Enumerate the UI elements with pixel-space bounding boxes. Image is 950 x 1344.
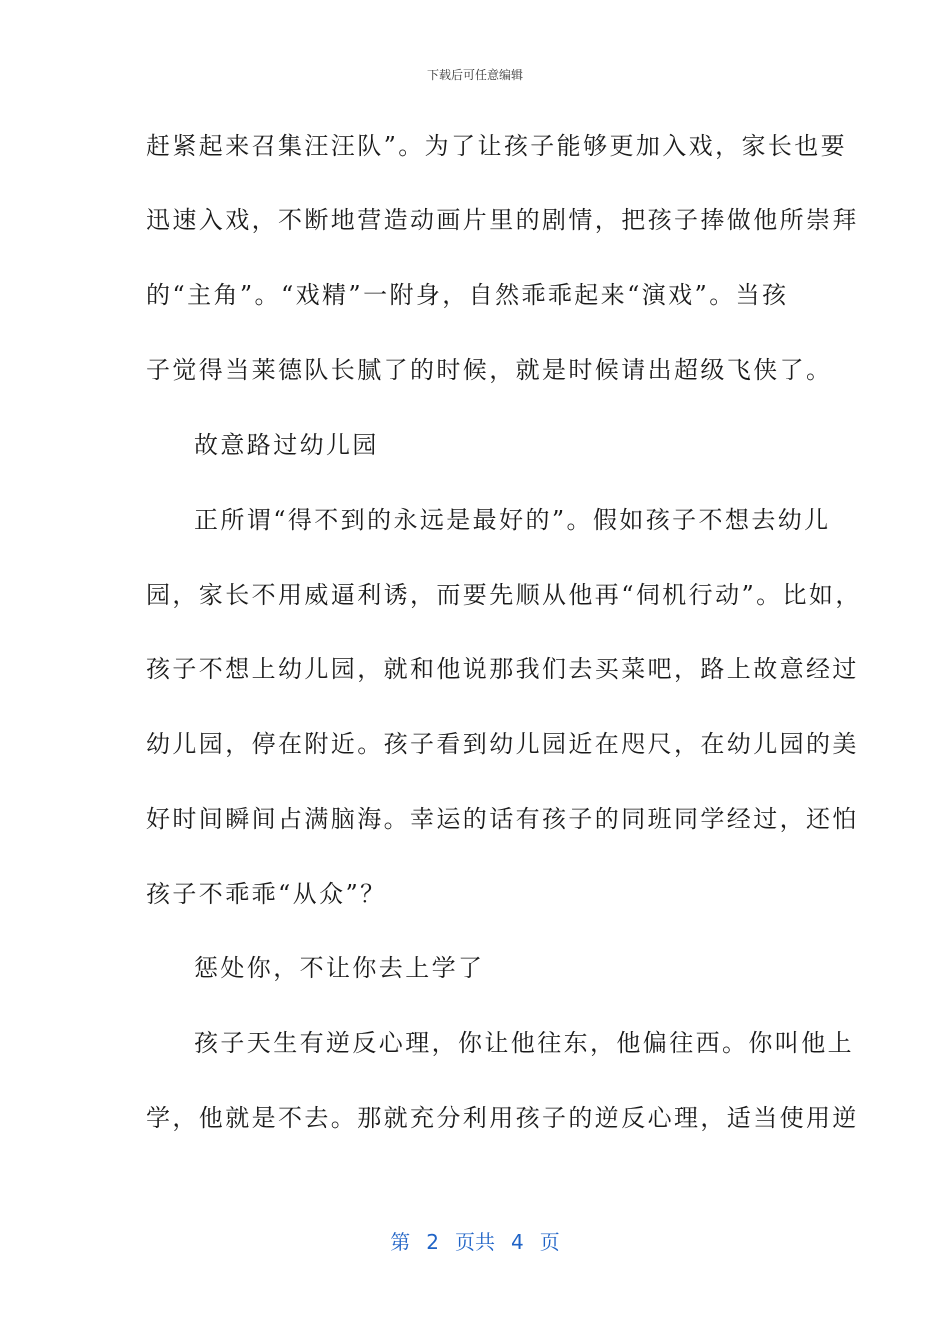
- paragraph-line: 孩子天生有逆反心理，你让他往东，他偏往西。你叫他上: [194, 1029, 854, 1057]
- section-heading: 惩处你，不让你去上学了: [194, 954, 485, 982]
- paragraph-line: 孩子不想上幼儿园，就和他说那我们去买菜吧，路上故意经过: [146, 655, 859, 683]
- footer-total-pages: 4: [511, 1230, 524, 1254]
- section-heading: 故意路过幼儿园: [194, 431, 379, 459]
- footer-suffix: 页: [539, 1230, 560, 1254]
- paragraph-line: 迅速入戏，不断地营造动画片里的剧情，把孩子捧做他所崇拜: [146, 206, 859, 234]
- paragraph-line: 好时间瞬间占满脑海。幸运的话有孩子的同班同学经过，还怕: [146, 805, 859, 833]
- paragraph-line: 赶紧起来召集汪汪队”。为了让孩子能够更加入戏，家长也要: [146, 132, 848, 160]
- paragraph-line: 园，家长不用威逼利诱，而要先顺从他再“伺机行动”。比如，: [146, 581, 862, 609]
- paragraph-line: 的“主角”。“戏精”一附身，自然乖乖起来“演戏”。当孩: [146, 281, 789, 309]
- footer-prefix: 第: [390, 1230, 411, 1254]
- footer-middle: 页共: [455, 1230, 495, 1254]
- page-header: 下载后可任意编辑: [426, 68, 523, 82]
- paragraph-line: 学，他就是不去。那就充分利用孩子的逆反心理，适当使用逆: [146, 1104, 859, 1132]
- page-footer: [0, 1226, 950, 1255]
- paragraph-line: 子觉得当莱德队长腻了的时候，就是时候请出超级飞侠了。: [146, 356, 833, 384]
- paragraph-line: 孩子不乖乖“从众”？: [146, 880, 387, 908]
- footer-page-number: 2: [426, 1230, 439, 1254]
- paragraph-line: 正所谓“得不到的永远是最好的”。假如孩子不想去幼儿: [194, 506, 831, 534]
- paragraph-line: 幼儿园，停在附近。孩子看到幼儿园近在咫尺，在幼儿园的美: [146, 730, 859, 758]
